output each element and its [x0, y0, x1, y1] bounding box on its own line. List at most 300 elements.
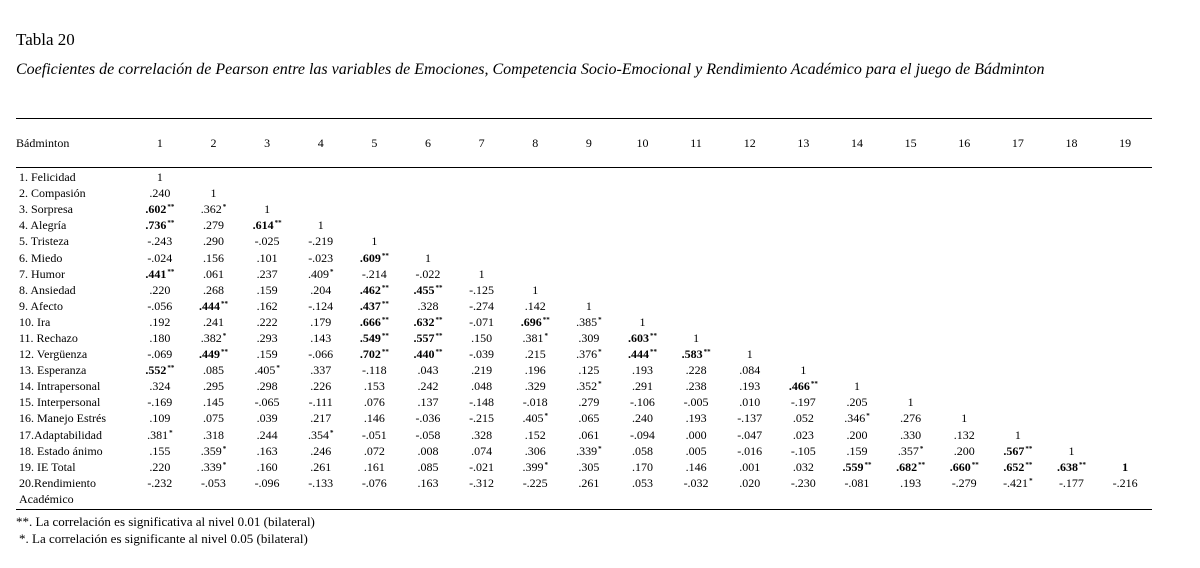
cell-value: .048: [471, 379, 493, 394]
table-cell: [562, 427, 616, 443]
significance-marker: **: [971, 460, 979, 469]
cell-value: -.118: [362, 363, 387, 378]
table-cell: [187, 427, 241, 443]
table-cell: [187, 201, 241, 217]
row-label-text: 13. Esperanza: [19, 363, 87, 378]
significance-marker: **: [274, 219, 282, 228]
cell-value: .337: [310, 363, 332, 378]
cell-value: .200: [846, 427, 868, 442]
cell-value: .159: [256, 282, 278, 297]
cell-value: .222: [256, 314, 278, 329]
table-cell: [723, 249, 777, 265]
table-cell: [294, 249, 348, 265]
row-label: [16, 169, 133, 185]
significance-marker: **: [220, 299, 228, 308]
table-cell: [508, 217, 562, 233]
table-cell: [240, 459, 294, 475]
table-cell: [1098, 475, 1152, 507]
table-cell: [508, 410, 562, 426]
table-cell: [187, 410, 241, 426]
table-cell: [562, 410, 616, 426]
table-cell: [1098, 185, 1152, 201]
table-cell: [187, 233, 241, 249]
table-cell: [133, 298, 187, 314]
table-cell: [991, 410, 1045, 426]
table-cell: [562, 394, 616, 410]
table-cell: [937, 282, 991, 298]
cell-value: .152: [524, 427, 546, 442]
table-row: [16, 394, 1152, 410]
table-cell: [187, 282, 241, 298]
row-label: [16, 266, 133, 282]
table-cell: [1098, 443, 1152, 459]
table-row: [16, 362, 1152, 378]
table-cell: [187, 298, 241, 314]
significance-marker: *: [544, 412, 548, 421]
cell-value: .279: [202, 218, 224, 233]
table-cell: [1098, 249, 1152, 265]
table-cell: [294, 394, 348, 410]
table-row: [16, 298, 1152, 314]
table-cell: [562, 314, 616, 330]
column-header-14: 14: [850, 135, 863, 150]
cell-value: .072: [363, 443, 385, 458]
cell-value: -.032: [683, 475, 709, 490]
cell-value: .359: [200, 443, 222, 458]
table-cell: [884, 427, 938, 443]
table-cell: [937, 378, 991, 394]
cell-value: -.096: [254, 475, 280, 490]
significance-marker: **: [167, 364, 175, 373]
row-label: [16, 233, 133, 249]
table-cell: [240, 362, 294, 378]
cell-value: -.081: [844, 475, 870, 490]
row-label-text: 20.Rendimiento: [19, 475, 96, 490]
cell-value: .008: [417, 443, 439, 458]
cell-value: .666: [359, 314, 381, 329]
correlation-table: [16, 130, 1152, 507]
column-header-9: 9: [585, 135, 592, 150]
table-cell: [991, 378, 1045, 394]
table-cell: [991, 427, 1045, 443]
table-cell: [1045, 394, 1099, 410]
table-cell: [937, 249, 991, 265]
cell-value: -.148: [469, 395, 495, 410]
table-cell: [1045, 266, 1099, 282]
table-cell: [455, 394, 509, 410]
table-cell: [294, 475, 348, 507]
table-cell: [669, 459, 723, 475]
row-label-text-continued: Académico: [19, 491, 74, 506]
cell-value: .145: [202, 395, 224, 410]
column-header-18: 18: [1065, 135, 1078, 150]
row-label-text: 9. Afecto: [19, 298, 63, 313]
cell-value: .163: [417, 475, 439, 490]
column-header-12: 12: [743, 135, 756, 150]
cell-value: .583: [681, 347, 703, 362]
table-cell: [294, 298, 348, 314]
cell-value: -.169: [147, 395, 173, 410]
table-cell: [133, 330, 187, 346]
table-cell: [508, 394, 562, 410]
cell-value: .261: [578, 475, 600, 490]
cell-value: .043: [417, 363, 439, 378]
table-cell: [1098, 394, 1152, 410]
table-cell: [294, 330, 348, 346]
table-cell: [294, 443, 348, 459]
table-cell: [240, 185, 294, 201]
table-cell: [669, 427, 723, 443]
table-cell: [1098, 410, 1152, 426]
table-cell: [937, 330, 991, 346]
table-cell: [669, 410, 723, 426]
table-cell: [348, 282, 402, 298]
cell-value: .462: [359, 282, 381, 297]
table-cell: [348, 185, 402, 201]
table-cell: [401, 362, 455, 378]
table-cell: [1098, 346, 1152, 362]
note-significance-001: **. La correlación es significativa al nivel 0.01 (bilateral): [16, 514, 315, 529]
cell-value: .180: [149, 330, 171, 345]
table-cell: [937, 298, 991, 314]
table-cell: [401, 185, 455, 201]
table-cell: [669, 443, 723, 459]
table-cell: [133, 459, 187, 475]
table-cell: [133, 410, 187, 426]
row-label-text: 2. Compasión: [19, 186, 86, 201]
significance-marker: *: [598, 315, 602, 324]
significance-marker: *: [276, 364, 280, 373]
table-row: [16, 169, 1152, 185]
row-label: [16, 298, 133, 314]
column-header-5: 5: [371, 135, 378, 150]
table-cell: [240, 233, 294, 249]
cell-value: .084: [739, 363, 761, 378]
table-cell: [777, 249, 831, 265]
table-cell: [187, 169, 241, 185]
column-header-7: 7: [478, 135, 485, 150]
table-cell: [777, 185, 831, 201]
table-cell: [508, 233, 562, 249]
table-cell: [401, 475, 455, 507]
cell-value: .204: [310, 282, 332, 297]
table-cell: [777, 346, 831, 362]
cell-value: .279: [578, 395, 600, 410]
table-cell: [1045, 298, 1099, 314]
cell-value: 1: [210, 186, 217, 201]
table-cell: [187, 378, 241, 394]
table-row: [16, 282, 1152, 298]
table-cell: [401, 410, 455, 426]
table-cell: [937, 169, 991, 185]
table-cell: [562, 201, 616, 217]
table-cell: [884, 394, 938, 410]
table-cell: [1045, 410, 1099, 426]
table-cell: [830, 394, 884, 410]
table-row: [16, 185, 1152, 201]
table-cell: [884, 233, 938, 249]
table-row: [16, 346, 1152, 362]
header-spacer: [16, 156, 1152, 169]
cell-value: .298: [256, 379, 278, 394]
table-cell: [1045, 330, 1099, 346]
table-cell: [562, 169, 616, 185]
table-cell: [240, 298, 294, 314]
table-cell: [937, 410, 991, 426]
table-cell: [562, 217, 616, 233]
cell-value: .159: [256, 347, 278, 362]
table-cell: [884, 475, 938, 507]
row-label: [16, 378, 133, 394]
table-cell: [616, 330, 670, 346]
table-cell: [777, 394, 831, 410]
table-cell: [723, 378, 777, 394]
table-cell: [777, 475, 831, 507]
cell-value: .238: [685, 379, 707, 394]
table-cell: [294, 410, 348, 426]
table-cell: [991, 362, 1045, 378]
significance-marker: **: [435, 348, 443, 357]
table-cell: [669, 330, 723, 346]
cell-value: .354: [307, 427, 329, 442]
column-header-16: 16: [958, 135, 971, 150]
cell-value: .339: [200, 459, 222, 474]
table-cell: [830, 459, 884, 475]
table-cell: [884, 330, 938, 346]
table-cell: [884, 314, 938, 330]
cell-value: .010: [739, 395, 761, 410]
table-cell: [562, 443, 616, 459]
cell-value: .309: [578, 330, 600, 345]
table-cell: [455, 201, 509, 217]
row-label-text: 15. Interpersonal: [19, 395, 101, 410]
table-cell: [884, 459, 938, 475]
cell-value: .441: [145, 266, 167, 281]
table-cell: [1045, 282, 1099, 298]
table-cell: [723, 233, 777, 249]
bottom-rule: [16, 509, 1152, 510]
table-cell: [348, 378, 402, 394]
table-cell: [240, 217, 294, 233]
cell-value: .603: [627, 330, 649, 345]
cell-value: .682: [896, 459, 918, 474]
table-cell: [401, 217, 455, 233]
cell-value: .020: [739, 475, 761, 490]
row-label-text: 19. IE Total: [19, 459, 76, 474]
significance-marker: *: [169, 428, 173, 437]
row-label: [16, 394, 133, 410]
significance-marker: **: [381, 283, 389, 292]
cell-value: -.025: [254, 234, 280, 249]
table-cell: [937, 362, 991, 378]
cell-value: 1: [961, 411, 968, 426]
row-label: [16, 475, 133, 507]
table-cell: [455, 330, 509, 346]
table-cell: [508, 475, 562, 507]
table-cell: [830, 217, 884, 233]
table-cell: [669, 249, 723, 265]
cell-value: 1: [264, 202, 271, 217]
cell-value: -.071: [469, 314, 495, 329]
table-row: [16, 233, 1152, 249]
table-cell: [455, 169, 509, 185]
table-cell: [616, 475, 670, 507]
table-cell: [240, 314, 294, 330]
row-label-text: 8. Ansiedad: [19, 282, 76, 297]
table-cell: [240, 475, 294, 507]
cell-value: .196: [524, 363, 546, 378]
table-cell: [562, 346, 616, 362]
table-cell: [187, 330, 241, 346]
header-row: [16, 130, 1152, 156]
row-label: [16, 459, 133, 475]
table-cell: [723, 201, 777, 217]
cell-value: -.056: [147, 298, 173, 313]
table-row: [16, 475, 1152, 507]
cell-value: .376: [576, 347, 598, 362]
table-cell: [508, 330, 562, 346]
cell-value: .261: [310, 459, 332, 474]
table-cell: [777, 282, 831, 298]
cell-value: .614: [252, 218, 274, 233]
cell-value: .381: [522, 330, 544, 345]
cell-value: .000: [685, 427, 707, 442]
row-label: [16, 314, 133, 330]
table-cell: [884, 298, 938, 314]
cell-value: 1: [800, 363, 807, 378]
table-cell: [777, 266, 831, 282]
table-cell: [1098, 378, 1152, 394]
column-header-19: 19: [1119, 135, 1132, 150]
table-cell: [240, 410, 294, 426]
cell-value: -.125: [469, 282, 495, 297]
cell-value: .162: [256, 298, 278, 313]
cell-value: .552: [145, 363, 167, 378]
cell-value: .085: [202, 363, 224, 378]
cell-value: .170: [631, 459, 653, 474]
row-label: [16, 201, 133, 217]
table-cell: [616, 443, 670, 459]
table-row: [16, 378, 1152, 394]
significance-marker: **: [435, 331, 443, 340]
column-header-17: 17: [1011, 135, 1024, 150]
table-cell: [1098, 201, 1152, 217]
table-cell: [455, 475, 509, 507]
row-label-text: 17.Adaptabilidad: [19, 427, 102, 442]
column-header-4: 4: [317, 135, 324, 150]
table-body: [16, 156, 1152, 507]
table-cell: [777, 314, 831, 330]
cell-value: 1: [585, 298, 592, 313]
table-cell: [1045, 362, 1099, 378]
table-cell: [1045, 185, 1099, 201]
table-cell: [562, 298, 616, 314]
cell-value: -.232: [147, 475, 173, 490]
table-cell: [187, 362, 241, 378]
table-row: [16, 330, 1152, 346]
table-cell: [669, 282, 723, 298]
row-label-text: 14. Intrapersonal: [19, 379, 101, 394]
table-cell: [562, 185, 616, 201]
table-cell: [508, 459, 562, 475]
cell-value: .293: [256, 330, 278, 345]
table-cell: [884, 378, 938, 394]
cell-value: .652: [1003, 459, 1025, 474]
table-cell: [240, 330, 294, 346]
cell-value: .241: [202, 314, 224, 329]
significance-marker: **: [435, 283, 443, 292]
cell-value: -.421: [1003, 475, 1029, 490]
table-cell: [187, 459, 241, 475]
cell-value: .005: [685, 443, 707, 458]
table-cell: [508, 282, 562, 298]
cell-value: .409: [307, 266, 329, 281]
table-cell: [723, 282, 777, 298]
cell-value: -.177: [1058, 475, 1084, 490]
table-cell: [777, 217, 831, 233]
table-cell: [348, 410, 402, 426]
table-cell: [830, 169, 884, 185]
row-label-text: 4. Alegría: [19, 218, 67, 233]
table-cell: [508, 378, 562, 394]
table-cell: [884, 201, 938, 217]
cell-value: -.018: [522, 395, 548, 410]
table-cell: [401, 201, 455, 217]
table-cell: [937, 475, 991, 507]
table-cell: [508, 249, 562, 265]
table-cell: [1045, 427, 1099, 443]
table-cell: [830, 330, 884, 346]
table-cell: [187, 249, 241, 265]
table-cell: [991, 459, 1045, 475]
table-cell: [937, 266, 991, 282]
table-cell: [884, 185, 938, 201]
table-cell: [937, 201, 991, 217]
table-title: Tabla 20: [16, 30, 75, 49]
significance-marker: **: [381, 331, 389, 340]
table-cell: [133, 266, 187, 282]
table-cell: [723, 185, 777, 201]
column-header-2: 2: [210, 135, 217, 150]
table-cell: [669, 314, 723, 330]
table-cell: [1045, 475, 1099, 507]
table-cell: [133, 475, 187, 507]
table-cell: [830, 378, 884, 394]
row-label: [16, 362, 133, 378]
table-cell: [348, 330, 402, 346]
row-label: [16, 410, 133, 426]
table-cell: [884, 410, 938, 426]
table-cell: [133, 346, 187, 362]
cell-value: .075: [202, 411, 224, 426]
table-cell: [723, 394, 777, 410]
significance-marker: *: [329, 267, 334, 276]
row-label-text: 16. Manejo Estrés: [19, 411, 106, 426]
row-label: [16, 346, 133, 362]
table-row: [16, 266, 1152, 282]
table-cell: [830, 314, 884, 330]
table-cell: [1045, 378, 1099, 394]
table-cell: [508, 201, 562, 217]
cell-value: .466: [788, 379, 810, 394]
table-cell: [133, 394, 187, 410]
table-cell: [616, 249, 670, 265]
stub-header: Bádminton: [16, 135, 70, 150]
table-cell: [723, 475, 777, 507]
table-cell: [1098, 298, 1152, 314]
table-cell: [723, 217, 777, 233]
column-header-3: 3: [264, 135, 271, 150]
